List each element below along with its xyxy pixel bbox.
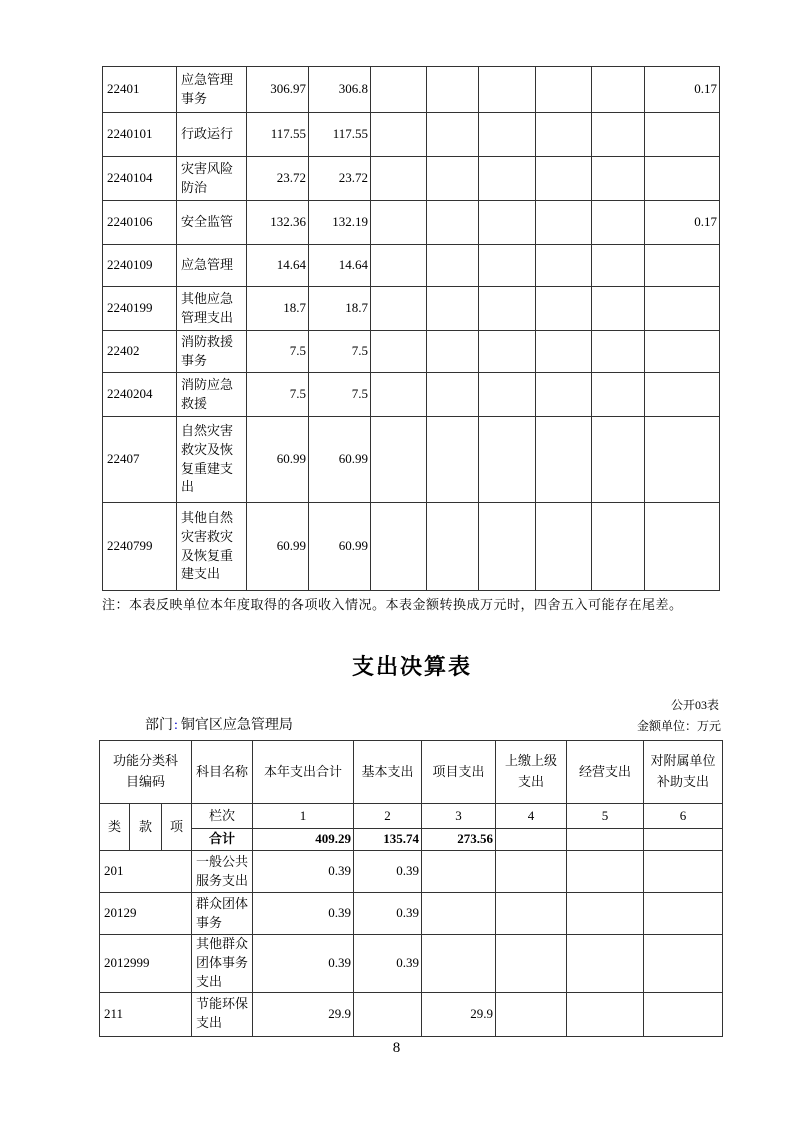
value-cell xyxy=(496,992,567,1036)
value-cell xyxy=(479,287,536,331)
total-value: 135.74 xyxy=(354,829,422,851)
value-cell: 0.39 xyxy=(253,893,354,935)
expenditure-table-row xyxy=(100,992,723,1036)
value-cell xyxy=(567,893,644,935)
value-cell xyxy=(536,157,592,201)
value-cell: 117.55 xyxy=(247,113,309,157)
code-cell: 2240799 xyxy=(103,503,177,591)
value-cell: 7.5 xyxy=(309,331,371,373)
header-func-code: 功能分类科目编码 xyxy=(100,741,192,804)
column-number: 3 xyxy=(422,804,496,829)
value-cell xyxy=(479,67,536,113)
income-table-body xyxy=(103,67,720,591)
code-cell: 211 xyxy=(100,992,192,1036)
value-cell xyxy=(592,503,645,591)
income-table-row xyxy=(103,503,720,591)
value-cell: 132.36 xyxy=(247,201,309,245)
value-cell: 0.39 xyxy=(253,851,354,893)
value-cell: 117.55 xyxy=(309,113,371,157)
value-cell xyxy=(479,113,536,157)
value-cell xyxy=(592,113,645,157)
value-cell xyxy=(644,992,723,1036)
income-table-row xyxy=(103,287,720,331)
income-table-row xyxy=(103,113,720,157)
value-cell xyxy=(592,67,645,113)
value-cell xyxy=(536,417,592,503)
expenditure-table-body xyxy=(100,741,723,1037)
value-cell xyxy=(644,935,723,993)
subject-name-cell: 消防救援事务 xyxy=(177,331,247,373)
total-value xyxy=(644,829,723,851)
expenditure-table-title: 支出决算表 xyxy=(351,654,472,679)
value-cell: 60.99 xyxy=(309,503,371,591)
value-cell: 14.64 xyxy=(309,245,371,287)
value-cell xyxy=(371,331,427,373)
income-table-row xyxy=(103,373,720,417)
value-cell xyxy=(427,373,479,417)
subject-name-cell: 其他应急管理支出 xyxy=(177,287,247,331)
value-cell xyxy=(479,201,536,245)
value-cell xyxy=(427,245,479,287)
subject-name-cell: 应急管理 xyxy=(177,245,247,287)
value-cell xyxy=(645,503,720,591)
column-number: 4 xyxy=(496,804,567,829)
total-value xyxy=(496,829,567,851)
value-cell: 132.19 xyxy=(309,201,371,245)
value-cell xyxy=(371,113,427,157)
code-cell: 2240199 xyxy=(103,287,177,331)
value-cell xyxy=(371,287,427,331)
value-cell xyxy=(427,157,479,201)
value-cell: 60.99 xyxy=(247,417,309,503)
value-cell: 60.99 xyxy=(309,417,371,503)
code-cell: 22402 xyxy=(103,331,177,373)
value-cell xyxy=(536,373,592,417)
code-cell: 2240104 xyxy=(103,157,177,201)
value-cell xyxy=(427,417,479,503)
value-cell xyxy=(371,503,427,591)
subject-name-cell: 自然灾害救灾及恢复重建支出 xyxy=(177,417,247,503)
value-cell xyxy=(536,113,592,157)
subhead-lei: 类 xyxy=(100,804,130,851)
subject-name-cell: 其他群众团体事务支出 xyxy=(192,935,253,993)
header-total-expense: 本年支出合计 xyxy=(253,741,354,804)
value-cell: 60.99 xyxy=(247,503,309,591)
header-subject-name: 科目名称 xyxy=(192,741,253,804)
value-cell: 29.9 xyxy=(422,992,496,1036)
value-cell: 306.8 xyxy=(309,67,371,113)
value-cell xyxy=(567,935,644,993)
subject-name-cell: 一般公共服务支出 xyxy=(192,851,253,893)
income-table-row xyxy=(103,245,720,287)
value-cell xyxy=(645,157,720,201)
value-cell xyxy=(567,851,644,893)
value-cell xyxy=(496,893,567,935)
total-label: 合计 xyxy=(192,829,253,851)
value-cell xyxy=(592,331,645,373)
value-cell xyxy=(371,67,427,113)
income-table-row xyxy=(103,67,720,113)
value-cell: 14.64 xyxy=(247,245,309,287)
value-cell: 0.39 xyxy=(354,935,422,993)
value-cell: 7.5 xyxy=(247,331,309,373)
income-table-continued xyxy=(102,66,720,591)
code-cell: 2240101 xyxy=(103,113,177,157)
value-cell xyxy=(479,373,536,417)
total-value xyxy=(567,829,644,851)
income-table-row xyxy=(103,331,720,373)
value-cell: 0.39 xyxy=(253,935,354,993)
department-colon: : xyxy=(174,718,178,733)
value-cell: 23.72 xyxy=(309,157,371,201)
value-cell xyxy=(536,67,592,113)
row-index-label: 栏次 xyxy=(192,804,253,829)
value-cell xyxy=(644,851,723,893)
value-cell xyxy=(644,893,723,935)
value-cell: 7.5 xyxy=(247,373,309,417)
value-cell xyxy=(536,503,592,591)
code-cell: 20129 xyxy=(100,893,192,935)
subhead-kuan: 款 xyxy=(130,804,162,851)
value-cell xyxy=(645,373,720,417)
value-cell xyxy=(592,417,645,503)
value-cell xyxy=(536,245,592,287)
value-cell xyxy=(427,113,479,157)
income-table-row xyxy=(103,201,720,245)
value-cell xyxy=(427,287,479,331)
value-cell xyxy=(427,331,479,373)
header-basic-expense: 基本支出 xyxy=(354,741,422,804)
subject-name-cell: 群众团体事务 xyxy=(192,893,253,935)
column-number: 5 xyxy=(567,804,644,829)
department-value: 铜官区应急管理局 xyxy=(180,718,293,733)
column-number: 1 xyxy=(253,804,354,829)
subject-name-cell: 节能环保支出 xyxy=(192,992,253,1036)
value-cell xyxy=(479,503,536,591)
department-label: 部门 xyxy=(145,718,173,733)
value-cell: 0.17 xyxy=(645,67,720,113)
value-cell xyxy=(496,851,567,893)
subject-name-cell: 消防应急救援 xyxy=(177,373,247,417)
income-table-note: 注：本表反映单位本年度取得的各项收入情况。本表金额转换成万元时，四舍五入可能存在尾差。 xyxy=(102,597,683,612)
value-cell: 29.9 xyxy=(253,992,354,1036)
value-cell xyxy=(422,935,496,993)
value-cell: 7.5 xyxy=(309,373,371,417)
value-cell xyxy=(371,417,427,503)
code-cell: 2240204 xyxy=(103,373,177,417)
department-line xyxy=(145,714,293,734)
value-cell xyxy=(427,201,479,245)
expenditure-table-row xyxy=(100,935,723,993)
value-cell xyxy=(536,331,592,373)
total-value: 273.56 xyxy=(422,829,496,851)
code-cell: 2240109 xyxy=(103,245,177,287)
value-cell xyxy=(427,503,479,591)
value-cell xyxy=(645,113,720,157)
value-cell: 0.39 xyxy=(354,893,422,935)
subject-name-cell: 安全监管 xyxy=(177,201,247,245)
value-cell xyxy=(536,287,592,331)
value-cell xyxy=(479,331,536,373)
value-cell: 23.72 xyxy=(247,157,309,201)
value-cell xyxy=(645,245,720,287)
value-cell xyxy=(479,157,536,201)
expenditure-table xyxy=(99,740,723,1037)
value-cell xyxy=(427,67,479,113)
subject-name-cell: 行政运行 xyxy=(177,113,247,157)
table-code-label: 公开03表 xyxy=(670,698,719,712)
code-cell: 22401 xyxy=(103,67,177,113)
subject-name-cell: 灾害风险防治 xyxy=(177,157,247,201)
column-number: 2 xyxy=(354,804,422,829)
total-value: 409.29 xyxy=(253,829,354,851)
value-cell: 0.39 xyxy=(354,851,422,893)
income-table-row xyxy=(103,157,720,201)
value-cell xyxy=(592,157,645,201)
value-cell xyxy=(592,201,645,245)
subhead-xiang: 项 xyxy=(162,804,192,851)
value-cell xyxy=(645,331,720,373)
value-cell xyxy=(592,287,645,331)
value-cell xyxy=(645,417,720,503)
page-number: 8 xyxy=(392,1040,401,1056)
column-number: 6 xyxy=(644,804,723,829)
header-upturn-expense: 上缴上级支出 xyxy=(496,741,567,804)
value-cell xyxy=(422,893,496,935)
value-cell xyxy=(479,417,536,503)
value-cell: 18.7 xyxy=(309,287,371,331)
code-cell: 22407 xyxy=(103,417,177,503)
value-cell xyxy=(371,373,427,417)
value-cell xyxy=(567,992,644,1036)
header-operating-expense: 经营支出 xyxy=(567,741,644,804)
total-row xyxy=(100,829,723,851)
value-cell: 306.97 xyxy=(247,67,309,113)
column-index-row xyxy=(100,804,723,829)
code-cell: 2240106 xyxy=(103,201,177,245)
value-cell xyxy=(592,373,645,417)
unit-label: 金额单位：万元 xyxy=(636,719,721,733)
expenditure-table-row xyxy=(100,893,723,935)
value-cell xyxy=(371,201,427,245)
subject-name-cell: 其他自然灾害救灾及恢复重建支出 xyxy=(177,503,247,591)
value-cell xyxy=(354,992,422,1036)
value-cell xyxy=(422,851,496,893)
value-cell xyxy=(479,245,536,287)
value-cell xyxy=(371,157,427,201)
value-cell xyxy=(496,935,567,993)
expenditure-table-row xyxy=(100,851,723,893)
expenditure-header-row xyxy=(100,741,723,804)
value-cell xyxy=(592,245,645,287)
subject-name-cell: 应急管理事务 xyxy=(177,67,247,113)
value-cell: 18.7 xyxy=(247,287,309,331)
code-cell: 2012999 xyxy=(100,935,192,993)
value-cell xyxy=(645,287,720,331)
header-subsidy-expense: 对附属单位补助支出 xyxy=(644,741,723,804)
income-table-row xyxy=(103,417,720,503)
value-cell xyxy=(536,201,592,245)
value-cell: 0.17 xyxy=(645,201,720,245)
code-cell: 201 xyxy=(100,851,192,893)
value-cell xyxy=(371,245,427,287)
header-project-expense: 项目支出 xyxy=(422,741,496,804)
